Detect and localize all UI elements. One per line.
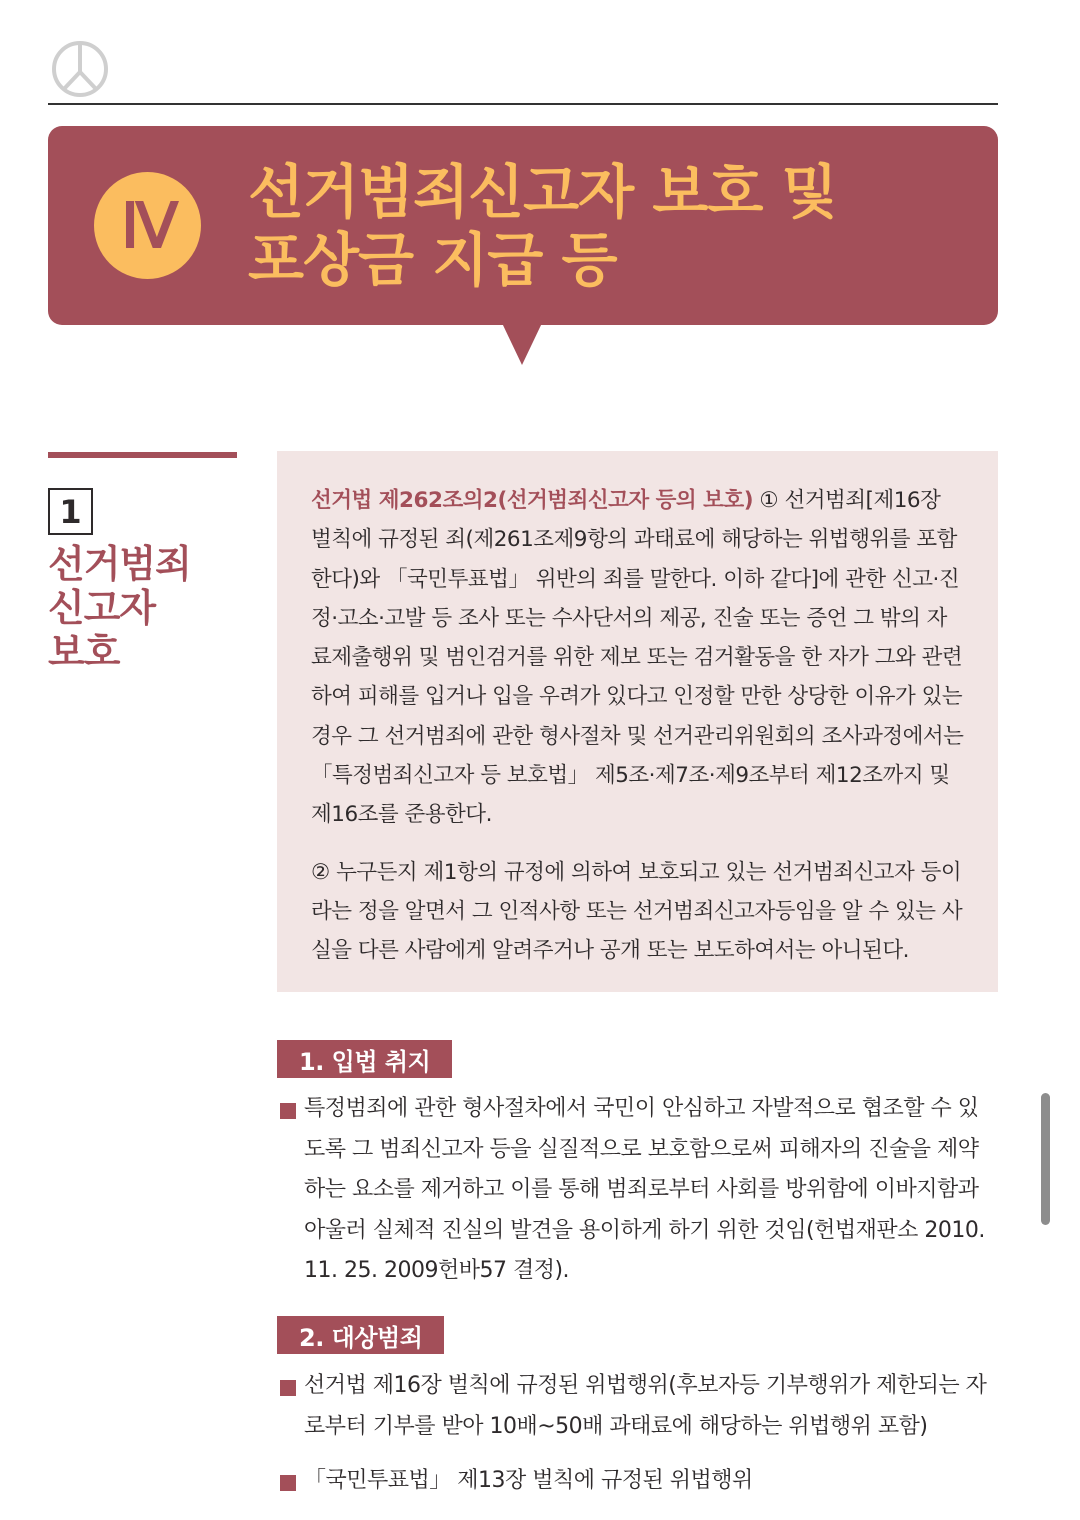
purpose-bullet-text: 특정범죄에 관한 형사절차에서 국민이 안심하고 자발적으로 협조할 수 있도록 그 범죄신고자 등을 실질적으로 보호함으로써 피해자의 진술을 제약하는 요소를 제거하고 이를 통해 범죄로부터 사회를 방위함에 이바지함과 아울러 실체적 진실의 발견을 용이하게 하기 위한 것임(헌법재판소 2010. 11. 25. 2009헌바57 결정). — [304, 1096, 985, 1283]
section-title-line2: 신고자 — [48, 586, 156, 630]
purpose-heading: 1. 입법 취지 — [277, 1040, 452, 1078]
chapter-banner-pointer — [502, 323, 542, 365]
scrollbar-thumb[interactable] — [1041, 1093, 1050, 1225]
law-paragraph-1-text: ① 선거범죄[제16장 벌칙에 규정된 죄(제261조제9항의 과태료에 해당하는 위법행위를 포함한다)와 「국민투표법」 위반의 죄를 말한다. 이하 같다]에 관한 신고·진정·고소·고발 등 조사 또는 수사단서의 제공, 진술 또는 증언 그 밖의 자료제출행위 및 범인검거를 위한 제보 또는 검거활동을 한 자가 그와 관련하여 피해를 입거나 입을 우려가 있다고 인정할 만한 상당한 이유가 있는 경우 그 선거범죄에 관한 형사절차 및 선거관리위원회의 조사과정에서는 「특정범죄신고자 등 보호법」 제5조·제7조·제9조부터 제12조까지 및 제16조를 준용한다. — [311, 488, 964, 828]
law-reference: 선거법 제262조의2(선거범죄신고자 등의 보호) — [311, 488, 754, 513]
section-title — [48, 542, 191, 674]
section-title-line1: 선거범죄 — [48, 542, 191, 586]
square-bullet-icon — [280, 1475, 296, 1491]
chapter-title-line1: 선거범죄신고자 보호 및 — [248, 158, 837, 226]
header-divider — [48, 103, 998, 105]
law-excerpt-box — [277, 451, 998, 992]
election-commission-logo-icon — [51, 40, 109, 98]
section-title-line3: 보호 — [48, 630, 120, 674]
purpose-bullet — [278, 1089, 998, 1292]
targets-bullet-2-text: 「국민투표법」 제13장 벌칙에 규정된 위법행위 — [304, 1468, 753, 1493]
square-bullet-icon — [280, 1103, 296, 1119]
chapter-title-line2: 포상금 지급 등 — [248, 226, 617, 294]
section-divider — [48, 452, 237, 458]
law-paragraph-1 — [311, 481, 964, 835]
chapter-number-badge: Ⅳ — [94, 172, 201, 279]
targets-bullet-1 — [278, 1366, 998, 1447]
square-bullet-icon — [280, 1380, 296, 1396]
targets-bullet-1-text: 선거법 제16장 벌칙에 규정된 위법행위(후보자등 기부행위가 제한되는 자로부터 기부를 받아 10배~50배 과태료에 해당하는 위법행위 포함) — [304, 1373, 987, 1439]
targets-heading: 2. 대상범죄 — [277, 1316, 444, 1354]
chapter-banner — [48, 126, 998, 325]
chapter-title — [248, 158, 837, 294]
law-paragraph-2: ② 누구든지 제1항의 규정에 의하여 보호되고 있는 선거범죄신고자 등이라는 정을 알면서 그 인적사항 또는 선거범죄신고자등임을 알 수 있는 사실을 다른 사람에게 알려주거나 공개 또는 보도하여서는 아니된다. — [311, 859, 963, 964]
section-number: 1 — [48, 488, 93, 535]
targets-bullet-2 — [278, 1461, 998, 1502]
